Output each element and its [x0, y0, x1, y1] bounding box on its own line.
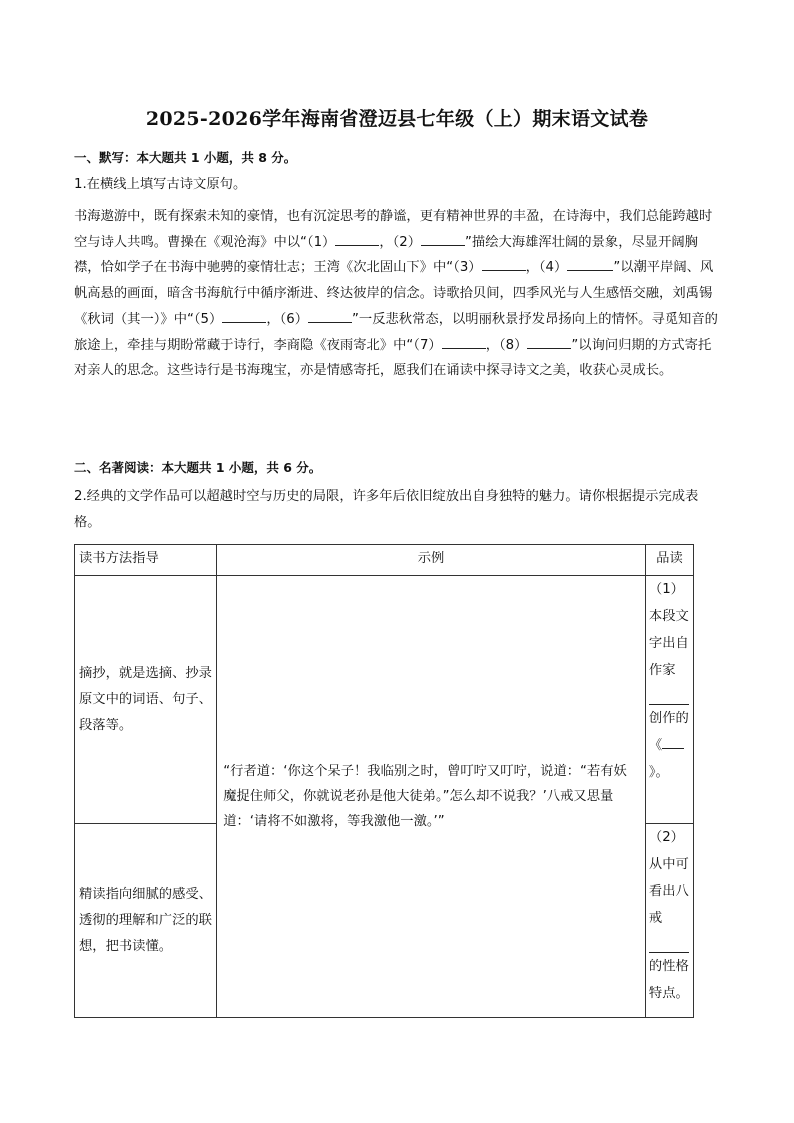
- rating1-text-b: 创作的《: [648, 711, 689, 753]
- passage-text-8: ，（8）: [485, 337, 528, 353]
- passage-text-4: ，（4）: [525, 260, 568, 276]
- rating-cell-1: [645, 576, 693, 824]
- blank-trait[interactable]: [649, 932, 689, 953]
- section1-heading: 一、默写：本大题共 1 小题，共 8 分。: [74, 150, 297, 165]
- passage-text-3: ”描绘大海雄浑壮阔的景象，尽显开阔胸襟，恰如学子在书海中驰骋的豪情壮志；王湾《次北固山下》中“（3）: [74, 234, 698, 276]
- blank-2[interactable]: [421, 231, 465, 246]
- rating2-text-b: 的性格特点。: [648, 959, 689, 1001]
- method-excerpt: 摘抄，就是选摘、抄录原文中的词语、句子、段落等。: [75, 576, 217, 824]
- question1-passage: [74, 204, 724, 384]
- blank-8[interactable]: [527, 334, 571, 349]
- passage-text-9: ”以询问归期的方式寄托对亲人的思念。这些诗行是书海瑰宝，亦是情感寄托，愿我们在诵读中探寻诗文之美，收获心灵成长。: [74, 337, 712, 379]
- reading-table: [74, 544, 694, 1018]
- example-excerpt: “行者道：‘你这个呆子！我临别之时，曾叮咛又叮咛，说道：“若有妖魔捉住师父，你就说老孙是他大徒弟。”怎么却不说我？’八戒又思量道：‘请将不如激将，等我激他一激。’”: [217, 576, 646, 1018]
- rating1-text-a: （1）本段文字出自作家: [648, 582, 689, 678]
- rating1-text-c: 》。: [648, 765, 669, 780]
- method-close-reading: 精读指向细腻的感受、透彻的理解和广泛的联想，把书读懂。: [75, 824, 217, 1018]
- passage-text-1: 书海遨游中，既有探索未知的豪情，也有沉淀思考的静谧，更有精神世界的丰盈，在诗海中，我们总能跨越时空与诗人共鸣。曹操在《观沧海》中以“（1）: [74, 209, 713, 250]
- page-title: 2025-2026学年海南省澄迈县七年级（上）期末语文试卷: [145, 108, 649, 130]
- passage-text-7: ”一反悲秋常态，以明丽秋景抒发昂扬向上的情怀。寻觅知音的旅途上，牵挂与期盼常藏于诗行，李商隐《夜雨寄北》中“（7）: [74, 311, 718, 353]
- blank-book-title[interactable]: [662, 734, 684, 749]
- blank-1[interactable]: [335, 231, 379, 246]
- section2-heading: 二、名著阅读：本大题共 1 小题，共 6 分。: [74, 460, 322, 475]
- passage-text-2: ，（2）: [379, 234, 422, 250]
- header-rating: 品读: [645, 545, 693, 576]
- rating2-text-a: （2）从中可看出八戒: [648, 830, 689, 926]
- blank-6[interactable]: [308, 308, 352, 323]
- question2-prompt: 2.经典的文学作品可以超越时空与历史的局限，许多年后依旧绽放出自身独特的魅力。请你根据提示完成表格。: [74, 489, 699, 530]
- blank-5[interactable]: [222, 308, 266, 323]
- blank-author[interactable]: [649, 684, 689, 705]
- blank-7[interactable]: [442, 334, 486, 349]
- header-method: 读书方法指导: [75, 545, 217, 576]
- blank-4[interactable]: [567, 256, 613, 271]
- blank-3[interactable]: [482, 256, 526, 271]
- passage-text-6: ，（6）: [266, 311, 309, 327]
- passage-text-5: ”以潮平岸阔、风帆高悬的画面，暗含书海航行中循序渐进、终达彼岸的信念。诗歌拾贝间，四季风光与人生感悟交融，刘禹锡《秋词（其一）》中“（5）: [74, 260, 714, 327]
- question1-prompt: 1.在横线上填写古诗文原句。: [74, 177, 247, 192]
- header-example: 示例: [217, 545, 646, 576]
- rating-cell-2: [645, 824, 693, 1018]
